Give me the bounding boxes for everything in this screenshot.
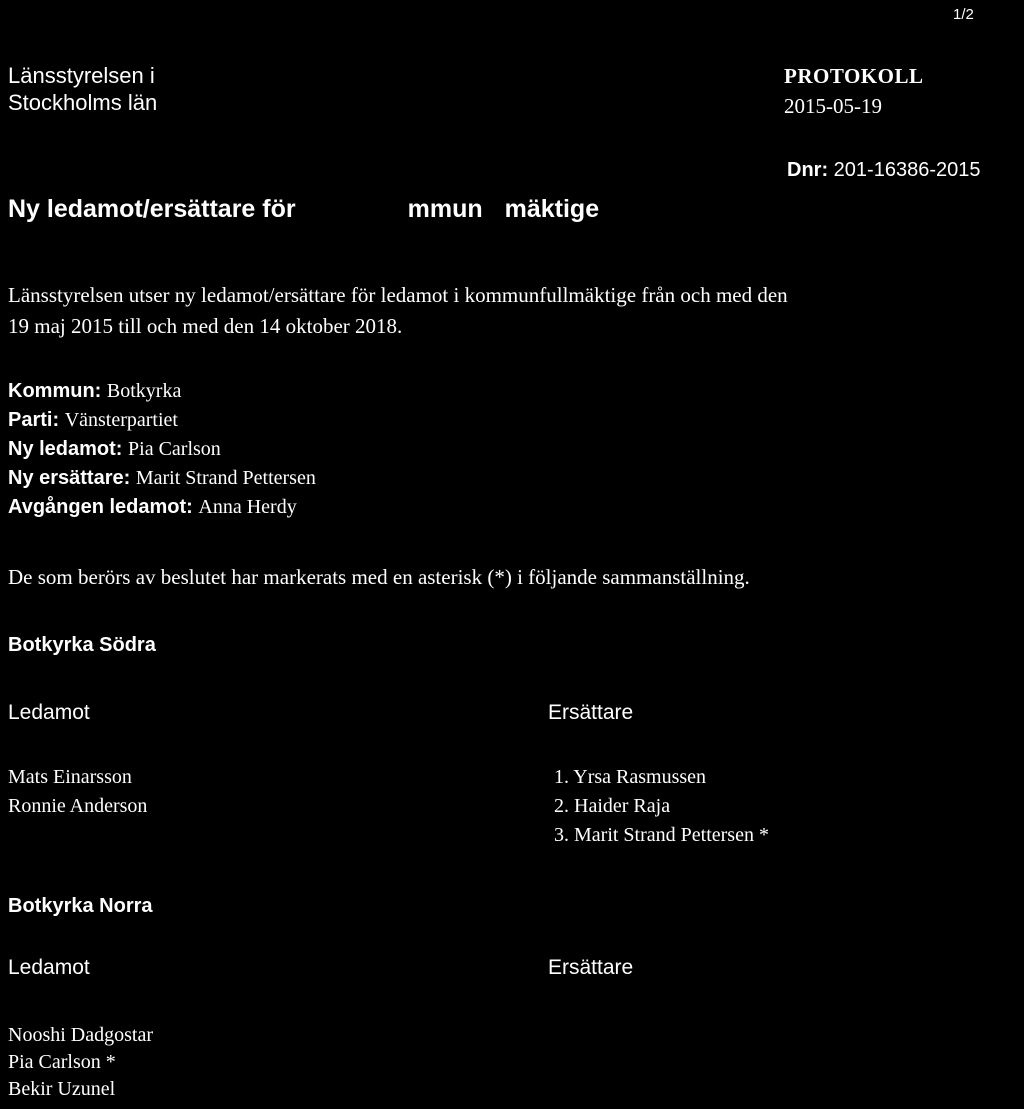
field-value: Botkyrka: [106, 380, 182, 402]
ledamot-list: [8, 763, 147, 821]
field-value: Anna Herdy: [198, 496, 297, 518]
document-type: PROTOKOLL: [784, 64, 924, 88]
field-row-ny-ledamot: [8, 435, 316, 464]
field-row-kommun: [8, 377, 316, 406]
list-item: Mats Einarsson: [8, 766, 132, 788]
field-row-ny-ersattare: [8, 464, 316, 493]
list-item: 3. Marit Strand Pettersen *: [554, 824, 769, 846]
authority-line-1: Länsstyrelsen i: [8, 63, 155, 88]
reference-number: [787, 159, 980, 182]
asterisk-note: De som berörs av beslutet har markerats med en asterisk (*) i följande sammanställning.: [8, 565, 750, 589]
list-item: Nooshi Dadgostar: [8, 1024, 153, 1046]
document-heading: [8, 195, 599, 224]
field-label: Ny ersättare:: [8, 467, 131, 489]
dnr-label: Dnr:: [787, 159, 829, 181]
ledamot-header: Ledamot: [8, 956, 90, 979]
field-value: Vänsterpartiet: [64, 409, 178, 431]
field-label: Avgången ledamot:: [8, 496, 193, 518]
ersattare-header: Ersättare: [548, 956, 634, 979]
ersattare-list: [554, 763, 769, 850]
authority-line-2: Stockholms län: [8, 90, 158, 115]
field-label: Ny ledamot:: [8, 438, 123, 460]
page-number: 1/2: [953, 6, 974, 23]
ledamot-header: Ledamot: [8, 701, 90, 724]
field-label: Kommun:: [8, 380, 102, 402]
list-item: 2. Haider Raja: [554, 795, 671, 817]
list-item: Ronnie Anderson: [8, 795, 148, 817]
field-value: Pia Carlson: [128, 438, 221, 460]
field-label: Parti:: [8, 409, 60, 431]
intro-line-2: 19 maj 2015 till och med den 14 oktober 2018.: [8, 314, 403, 338]
document-date: 2015-05-19: [784, 94, 882, 118]
field-row-avgangen-ledamot: [8, 493, 316, 522]
intro-paragraph: [8, 280, 788, 342]
ersattare-header: Ersättare: [548, 701, 634, 724]
list-item: Bekir Uzunel: [8, 1078, 116, 1100]
list-item: Pia Carlson *: [8, 1051, 116, 1073]
heading-part-3: mäktige: [504, 195, 600, 223]
ledamot-list: [8, 1022, 153, 1103]
list-item: 1. Yrsa Rasmussen: [554, 766, 707, 788]
dnr-value: 201-16386-2015: [833, 159, 981, 181]
section-title-botkyrka-norra: Botkyrka Norra: [8, 895, 153, 917]
decision-fields: [8, 377, 316, 522]
heading-part-2: mmun: [407, 195, 483, 223]
heading-part-1: Ny ledamot/ersättare för: [8, 195, 296, 223]
intro-line-1: Länsstyrelsen utser ny ledamot/ersättare för ledamot i kommunfullmäktige från och med den: [8, 283, 788, 307]
section-title-botkyrka-sodra: Botkyrka Södra: [8, 634, 156, 656]
field-value: Marit Strand Pettersen: [135, 467, 316, 489]
field-row-parti: [8, 406, 316, 435]
issuing-authority: [8, 62, 157, 116]
